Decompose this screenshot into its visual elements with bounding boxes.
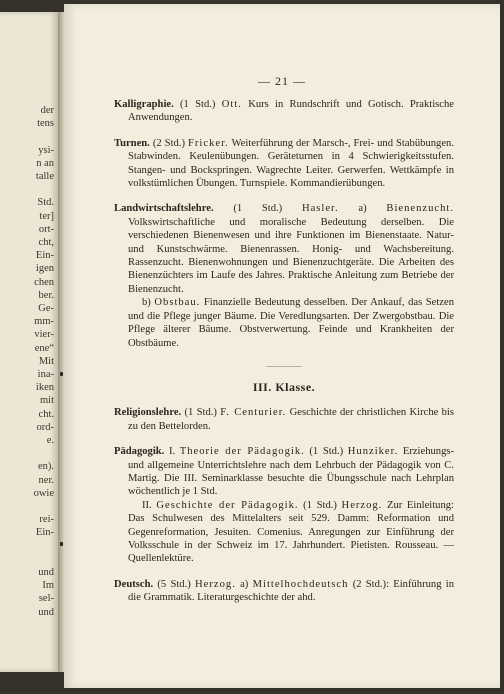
teacher: Fricker. [188,137,229,149]
left-page-line: tens [37,118,54,130]
left-page-line: und [38,606,54,618]
left-page-line: Ein- [35,250,54,262]
entry-turnen [114,137,454,191]
left-page-line: talle [35,171,54,182]
left-page-line: mit [39,395,54,407]
entry-text: Weiterführung der Marsch-, Frei- und Stabübungen. Stabwinden. Keulenübungen. Geräteturnen in 4 Schwierigkeitsstufen. Stangen- und Bockspringen. Wagrechte Leiter. Gerwerfen. Wettkämpfe in volkstümlichen Übungen. Turnspiele. Kommandierübungen. [128,137,454,190]
teacher: F. Centurier. [220,407,287,419]
part-label: I. [168,446,176,458]
margin-mark [60,542,63,546]
left-page-line: ina- [37,369,54,380]
page-number: — 21 — [258,74,306,88]
teacher: Herzog. [195,578,236,590]
teacher: Ott. [221,99,242,110]
hours: (1 Std.) [303,499,337,511]
part-title: Theorie der Pädagogik. [179,446,305,458]
left-page-line: ner. [38,474,54,486]
section-divider [266,366,302,367]
subject-title: Pädagogik. [114,446,165,458]
hours: (1 Std.) [233,203,283,215]
left-page-line: en). [37,461,54,473]
margin-mark [60,372,63,376]
left-page-line: chen [34,276,54,288]
left-page-line: igen [35,263,54,275]
left-page-line: mm- [34,316,54,328]
left-page-line: ort- [38,223,54,235]
entry-kalligraphie [114,98,454,125]
entry-text: Geschichte der christlichen Kirche bis zu den Bettelorden. [128,407,454,432]
left-page-line: ord- [36,421,54,433]
part-title: Bienenzucht. [386,203,454,215]
left-page-line: und [38,567,54,578]
left-page-line: vier- [34,329,54,341]
entry-text: Einführung in die Grammatik. Literaturgeschichte der ahd. [128,578,454,604]
part-label: b) [142,297,151,309]
part-label: a) [240,578,249,590]
entry-text: Zur Einleitung: Das Schulwesen des Mittelalters seit 529. Damm: Reformation und Gegenreformation, Jesuiten. Comenius. Anregungen zur Einführung der Volksschule in der Schweiz im 17. Jahrhundert. Pietisten. Rousseau. — Quellenlektüre. [128,499,454,565]
section-heading: III. Klasse. [252,379,316,394]
left-page-line: Im [42,580,54,592]
subject-title: Turnen. [114,137,150,149]
left-page [0,12,58,672]
left-page-line: ysi- [38,144,54,156]
left-page-line: n an [36,157,54,169]
entry-deutsch [114,578,454,605]
entry-religionslehre [114,406,454,433]
part-title: Obstbau. [154,297,201,309]
subpart-geschichte [128,499,454,566]
left-page-line: rei- [39,514,54,526]
subject-title: Religionslehre. [114,407,182,419]
page-content [114,98,454,617]
teacher: Hasler. [301,203,339,215]
left-page-line: ene“ [34,342,54,354]
left-page-line: cht. [38,408,54,420]
left-page-line: owie [33,487,54,499]
entry-text: Volkswirtschaftliche und moralische Bedeutung derselben. Die verschiedenen Bienenwesen und ihre Funktionen im Bienenstaate. Natur- und Kunstschwärme. Bienenrassen. Honig- und Wachsbereitung. Rassenzucht. Bienenwohnungen und Bienenzuchtgeräte. Die Arbeiten des Bienenzüchters im Laufe des Jahres. Praktische Anleitung zum Betriebe der Bienenzucht. [128,216,454,295]
entry-text: Erziehungs- und allgemeine Unterrichtslehre nach dem Lehrbuch der Pädagogik von C. Martig. Die III. Seminarklasse besuchte die Übungsschule nach Lehrplan wöchentlich je 1 Std. [128,446,455,498]
subject-title: Landwirtschaftslehre. [114,203,214,215]
part-title: Mittelhochdeutsch [252,578,349,590]
subject-title: Kalligraphie. [114,99,174,110]
teacher: Herzog. [341,499,383,511]
hours: (1 Std.) [180,99,216,110]
left-page-line: der [40,105,54,116]
part-title: Geschichte der Pädagogik. [156,499,299,511]
entry-landwirtschaftslehre [114,202,454,349]
left-page-line: Std. [37,197,54,209]
hours: (2 Std.) [152,137,185,149]
entry-text: Kurs in Rundschrift und Gotisch. Praktische Anwendungen. [128,99,455,124]
left-page-line: Mit [38,355,54,367]
right-page [64,4,500,688]
left-page-line: ber. [38,289,54,301]
hours: (5 Std.) [157,578,191,590]
teacher: Hunziker. [347,446,399,458]
left-page-line: iken [35,382,54,394]
left-page-line: sel- [38,593,54,605]
hours: (2 Std.): [352,578,390,590]
left-page-line: e. [46,435,54,446]
left-page-line: ter] [39,210,54,222]
subpart-obstbau [128,296,454,350]
left-page-line: Ein- [35,527,54,539]
entry-text: Finanzielle Bedeutung desselben. Der Ankauf, das Setzen und die Pflege junger Bäume. Die Veredlungsarten. Der Zwergobstbau. Die Pflege älterer Bäume. Obstverwertung. Feinde und Krankheiten der Obstbäume. [128,297,454,349]
left-page-line: cht, [38,237,54,248]
hours: (1 Std.) [184,407,217,419]
entry-paedagogik [114,445,454,566]
subject-title: Deutsch. [114,578,154,590]
hours: (1 Std.) [309,446,344,458]
part-label: II. [142,499,152,511]
part-label: a) [358,203,367,215]
left-page-line: Ge- [38,303,54,314]
